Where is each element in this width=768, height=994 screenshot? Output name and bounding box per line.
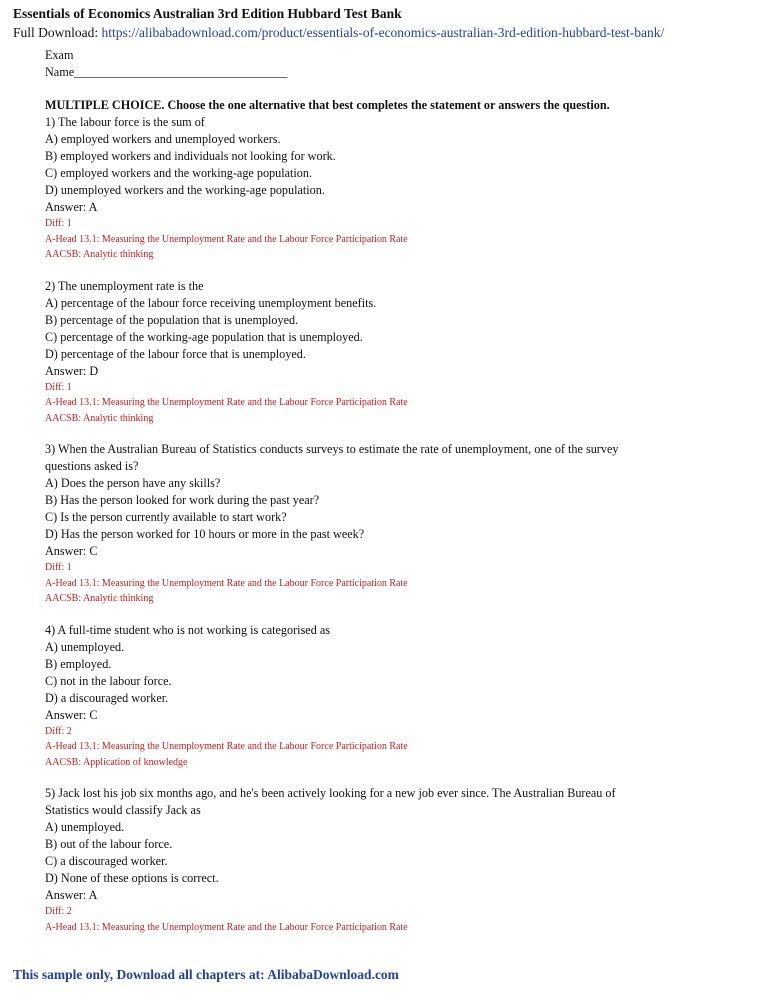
- section-head: A-Head 13.1: Measuring the Unemployment Rate and the Labour Force Participation Rate: [45, 233, 408, 245]
- question-stem: 2) The unemployment rate is the: [45, 278, 204, 293]
- exam-label: Exam: [45, 48, 74, 62]
- answer-option: B) employed.: [45, 656, 112, 671]
- footer-notice: This sample only, Download all chapters at: AlibabaDownload.com: [13, 967, 399, 982]
- question-stem: Statistics would classify Jack as: [45, 803, 201, 817]
- answer-option: C) employed workers and the working-age population.: [45, 166, 313, 180]
- difficulty: Diff: 2: [45, 725, 72, 737]
- download-line: [13, 25, 664, 41]
- section-head: A-Head 13.1: Measuring the Unemployment Rate and the Labour Force Participation Rate: [45, 741, 408, 752]
- question-stem: 1) The labour force is the sum of: [45, 115, 205, 129]
- answer-option: B) Has the person looked for work during the past year?: [45, 493, 320, 507]
- aacsb-tag: AACSB: Application of knowledge: [45, 756, 188, 768]
- difficulty: Diff: 1: [45, 381, 72, 393]
- question-block: [45, 278, 745, 427]
- answer-option: B) employed workers and individuals not looking for work.: [45, 149, 336, 163]
- aacsb-tag: AACSB: Analytic thinking: [45, 412, 154, 424]
- answer-option: C) Is the person currently available to start work?: [45, 510, 287, 524]
- answer-key: Answer: A: [45, 200, 98, 214]
- answer-option: A) employed workers and unemployed workers.: [45, 132, 281, 146]
- answer-key: Answer: C: [45, 544, 98, 558]
- answer-key: Answer: A: [45, 888, 98, 902]
- answer-option: D) Has the person worked for 10 hours or more in the past week?: [45, 527, 365, 541]
- answer-option: B) out of the labour force.: [45, 837, 173, 851]
- download-link[interactable]: https://alibabadownload.com/product/essentials-of-economics-australian-3rd-edition-hubbard-test-bank/: [101, 25, 665, 40]
- answer-option: D) unemployed workers and the working-age population.: [45, 183, 325, 197]
- answer-option: C) a discouraged worker.: [45, 854, 168, 868]
- instructions: MULTIPLE CHOICE. Choose the one alternative that best completes the statement or answers the question.: [45, 98, 610, 112]
- answer-option: D) percentage of the labour force that is unemployed.: [45, 346, 306, 361]
- document-title: Essentials of Economics Australian 3rd Edition Hubbard Test Bank: [13, 6, 402, 21]
- download-label: Full Download:: [13, 25, 99, 40]
- question-block: [45, 114, 745, 263]
- answer-option: A) percentage of the labour force receiving unemployment benefits.: [45, 295, 377, 310]
- difficulty: Diff: 2: [45, 906, 72, 917]
- question-block: [45, 622, 745, 771]
- answer-option: B) percentage of the population that is unemployed.: [45, 312, 299, 327]
- answer-option: C) not in the labour force.: [45, 673, 172, 688]
- answer-option: D) None of these options is correct.: [45, 871, 219, 885]
- answer-key: Answer: D: [45, 363, 99, 378]
- question-block: [45, 785, 745, 935]
- answer-option: D) a discouraged worker.: [45, 690, 169, 705]
- section-head: A-Head 13.1: Measuring the Unemployment Rate and the Labour Force Participation Rate: [45, 921, 408, 933]
- difficulty: Diff: 1: [45, 218, 72, 229]
- answer-option: C) percentage of the working-age population that is unemployed.: [45, 329, 363, 344]
- answer-option: A) Does the person have any skills?: [45, 476, 221, 490]
- question-stem: 4) A full-time student who is not working is categorised as: [45, 622, 331, 637]
- question-list: [45, 114, 745, 935]
- exam-content: [45, 47, 745, 935]
- answer-option: A) unemployed.: [45, 820, 125, 834]
- question-block: [45, 441, 745, 607]
- name-field: Name___________________________________: [45, 65, 288, 79]
- answer-key: Answer: C: [45, 707, 98, 722]
- aacsb-tag: AACSB: Analytic thinking: [45, 249, 154, 260]
- question-stem: questions asked is?: [45, 459, 139, 473]
- answer-option: A) unemployed.: [45, 639, 125, 654]
- question-stem: 3) When the Australian Bureau of Statistics conducts surveys to estimate the rate of unemployment, one of the survey: [45, 442, 619, 456]
- difficulty: Diff: 1: [45, 562, 72, 573]
- section-head: A-Head 13.1: Measuring the Unemployment Rate and the Labour Force Participation Rate: [45, 397, 408, 408]
- question-stem: 5) Jack lost his job six months ago, and he's been actively looking for a new job ever since. The Australian Bureau of: [45, 786, 616, 800]
- section-head: A-Head 13.1: Measuring the Unemployment Rate and the Labour Force Participation Rate: [45, 577, 408, 589]
- aacsb-tag: AACSB: Analytic thinking: [45, 593, 154, 604]
